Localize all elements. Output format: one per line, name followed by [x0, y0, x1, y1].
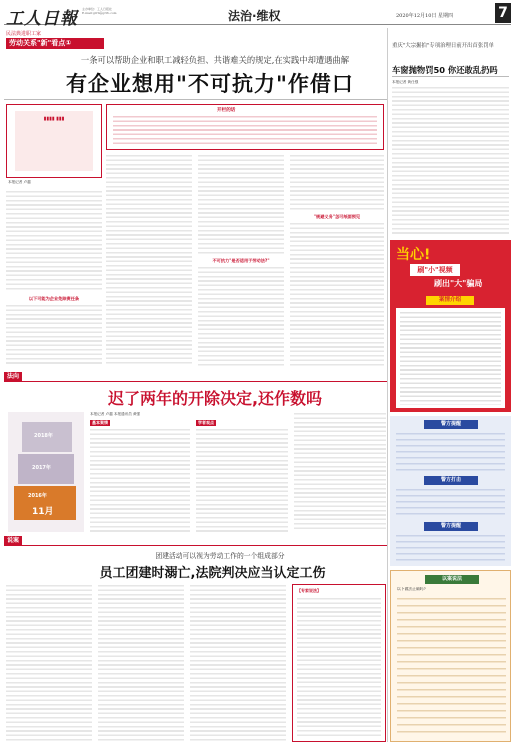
- right-byline: 本报记者 黄仕强: [392, 80, 419, 84]
- promo-case-list: [396, 308, 505, 408]
- editor-note: [106, 104, 384, 150]
- fa-image: [8, 412, 84, 532]
- fa-image-year-3: 2016年: [28, 493, 47, 499]
- masthead: [4, 3, 511, 29]
- shuo-case-title: 【专家说法】: [297, 588, 321, 593]
- lead-subhead-1: 以下可能为企业免除责任条: [28, 296, 80, 301]
- page-number: 7: [495, 3, 511, 23]
- right-headline-rule: [392, 76, 509, 77]
- shuo-body-col2: [98, 584, 184, 742]
- shuo-case-text: [297, 597, 381, 739]
- promo-line1: 刷"小"视频: [410, 264, 460, 276]
- lead-pull-quote: 不可抗力"是否适用于劳动法?": [212, 258, 270, 263]
- issue-date: 2020年12月10日 星期四: [396, 13, 454, 19]
- newspaper-logo: 工人日報: [6, 9, 78, 29]
- lead-headline-rule: [4, 99, 387, 100]
- lead-body-col4a: [290, 154, 384, 210]
- fa-byline: 本报记者 卢越 本报通讯员 黄强: [90, 412, 141, 416]
- fa-label-left: 基本案情: [92, 420, 108, 425]
- lead-headline: 有企业想用"不可抗力"作借口: [66, 72, 354, 96]
- section-name: 法治·维权: [228, 9, 281, 23]
- right-kicker: 重庆"大宗掘拍"专项治理日前开出首张罚单: [392, 43, 494, 49]
- column-banner: [4, 30, 124, 52]
- lead-byline: 本报记者 卢越: [8, 180, 31, 184]
- promo-case-text: [400, 311, 501, 405]
- lead-body-col1b: [6, 304, 102, 366]
- promo-case-title: 案情介绍: [426, 296, 474, 305]
- tips-header-1: 警方提醒: [424, 420, 478, 429]
- promo-box: [390, 240, 511, 412]
- editor-note-title: 开栏的话: [217, 108, 236, 113]
- shuo-case-box: [292, 584, 386, 742]
- shuo-body-col3: [190, 584, 286, 742]
- lead-illustration-art: [7, 105, 101, 177]
- editor-note-text: [113, 115, 377, 147]
- quiz-list: [397, 597, 506, 737]
- masthead-meta: [82, 7, 132, 21]
- quiz-subtitle: 以下做法正确吗?: [397, 587, 426, 591]
- banner-title: 劳动关系"新"看点①: [6, 38, 104, 49]
- lead-body-col3b: [198, 266, 284, 366]
- fa-section-tag: [4, 372, 388, 382]
- right-headline: 车窗抛物罚50 你还敢乱扔吗: [392, 65, 498, 75]
- fa-image-year-2: 2017年: [32, 465, 51, 471]
- tips-header-2: 警方打击: [424, 476, 478, 485]
- lead-body-col2: [106, 154, 192, 366]
- promo-title: 当心!: [396, 247, 431, 263]
- tips-list-1: [396, 432, 505, 472]
- banner-kicker: 民法典进职工家: [6, 31, 42, 37]
- fa-tag-label: 法向: [4, 372, 22, 381]
- svg-text:▮▮▮▮ ▮▮▮: ▮▮▮▮ ▮▮▮: [43, 116, 65, 122]
- lead-subhead-3: "规避义务"怎可纸面预见: [313, 214, 361, 219]
- fa-body-col1: [90, 428, 190, 532]
- shuo-deck: 团建活动可以视为劳动工作的一个组成部分: [155, 552, 285, 560]
- right-article: [390, 28, 511, 238]
- fa-body-col2: [196, 428, 288, 532]
- shuo-body-col1: [6, 584, 92, 742]
- tips-header-3: 警方提醒: [424, 522, 478, 531]
- fa-label-right: 学者观点: [198, 420, 214, 425]
- tips-box: [390, 416, 511, 566]
- fa-image-month: 11月: [32, 507, 54, 517]
- masthead-line: 主办单位：工人日报社: [82, 7, 113, 11]
- lead-deck: 一条可以帮助企业和职工减轻负担、共谐难关的规定,在实践中却遭遇曲解: [80, 55, 350, 65]
- lead-body-col3a: [198, 154, 284, 254]
- right-body: [392, 86, 509, 234]
- promo-line2: 刷出"大"骗局: [434, 279, 483, 288]
- lead-body-col4b: [290, 222, 384, 366]
- fa-body-col3: [294, 412, 386, 532]
- shuo-headline: 员工团建时溺亡,法院判决应当认定工伤: [99, 566, 326, 581]
- fa-image-year-1: 2018年: [34, 433, 53, 439]
- lead-body-col1: [6, 190, 102, 292]
- fa-headline: 迟了两年的开除决定,还作数吗: [107, 389, 323, 408]
- lead-illustration: [6, 104, 102, 178]
- quiz-box: [390, 570, 511, 742]
- masthead-line: E-mail:grrb@grrb.com: [82, 11, 117, 16]
- shuo-tag-label: 说案: [4, 536, 22, 545]
- quiz-title: 以案说法: [425, 575, 479, 584]
- tips-list-3: [396, 534, 505, 562]
- column-divider: [387, 28, 388, 742]
- shuo-section-tag: [4, 536, 388, 546]
- tips-list-2: [396, 488, 505, 518]
